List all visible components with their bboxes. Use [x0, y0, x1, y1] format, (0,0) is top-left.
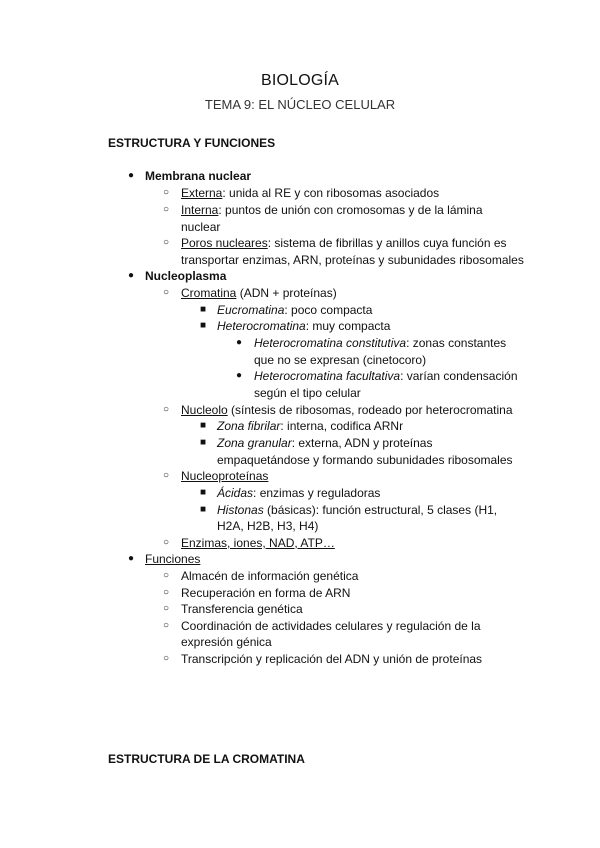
document-title: BIOLOGÍA — [260, 72, 340, 89]
list-item-interna: Interna: puntos de unión con cromosomas y de la lámina — [181, 203, 483, 217]
list-item-histonas-cont: H2A, H2B, H3, H4) — [217, 519, 319, 533]
list-item-funcion-5: Transcripción y replicación del ADN y unión de proteínas — [181, 652, 483, 666]
bullet-l3: ■ — [200, 304, 207, 315]
document-subtitle: TEMA 9: EL NÚCLEO CELULAR — [204, 97, 396, 112]
bullet-l3: ■ — [200, 487, 207, 498]
list-item-funcion-1: Almacén de información genética — [181, 569, 359, 583]
bullet-l1: ● — [128, 170, 135, 181]
bullet-l3: ■ — [200, 437, 207, 448]
bullet-l2: ○ — [163, 287, 170, 298]
list-item-zona-fibrilar: Zona fibrilar: interna, codifica ARNr — [217, 419, 404, 433]
bullet-l2: ○ — [163, 237, 170, 248]
list-item-interna-cont: nuclear — [181, 220, 221, 234]
list-item-enzimas: Enzimas, iones, NAD, ATP… — [181, 536, 335, 550]
bullet-l3: ■ — [200, 504, 207, 515]
list-item-heterocromatina: Heterocromatina: muy compacta — [217, 319, 391, 333]
list-item-funcion-4: Coordinación de actividades celulares y regulación de la — [181, 619, 481, 633]
list-item-funciones: Funciones — [145, 552, 201, 566]
list-item-cromatina: Cromatina (ADN + proteínas) — [181, 286, 337, 300]
bullet-l4: ● — [236, 370, 243, 381]
bullet-l2: ○ — [163, 620, 170, 631]
bullet-l1: ● — [128, 553, 135, 564]
bullet-l2: ○ — [163, 204, 170, 215]
bullet-l4: ● — [236, 337, 243, 348]
list-item-poros-cont: transportar enzimas, ARN, proteínas y subunidades ribosomales — [181, 253, 524, 267]
list-item-nucleoplasma: Nucleoplasma — [145, 269, 227, 283]
list-item-zona-granular: Zona granular: externa, ADN y proteínas — [217, 436, 433, 450]
bullet-l3: ■ — [200, 420, 207, 431]
list-item-hetero-constitutiva: Heterocromatina constitutiva: zonas constantes — [254, 336, 507, 350]
bullet-l2: ○ — [163, 404, 170, 415]
bullet-l2: ○ — [163, 470, 170, 481]
list-item-histonas: Histonas (básicas): función estructural, 5 clases (H1, — [217, 503, 498, 517]
section-heading-estructura-funciones: ESTRUCTURA Y FUNCIONES — [108, 136, 276, 150]
bullet-l3: ■ — [200, 320, 207, 331]
list-item-hetero-facultativa: Heterocromatina facultativa: varían condensación — [254, 369, 518, 383]
list-item-zona-granular-cont: empaquetándose y formando subunidades ribosomales — [217, 453, 513, 467]
list-item-eucromatina: Eucromatina: poco compacta — [217, 303, 373, 317]
bullet-l2: ○ — [163, 653, 170, 664]
list-item-hetero-constitutiva-cont: que no se expresan (cinetocoro) — [254, 353, 427, 367]
bullet-l1: ● — [128, 270, 135, 281]
list-item-funcion-2: Recuperación en forma de ARN — [181, 586, 351, 600]
bullet-l2: ○ — [163, 587, 170, 598]
list-item-acidas: Ácidas: enzimas y reguladoras — [217, 486, 381, 500]
list-item-hetero-facultativa-cont: según el tipo celular — [254, 386, 361, 400]
list-item-funcion-3: Transferencia genética — [181, 602, 303, 616]
list-item-nucleolo: Nucleolo (síntesis de ribosomas, rodeado por heterocromatina — [181, 403, 513, 417]
list-item-poros: Poros nucleares: sistema de fibrillas y anillos cuya función es — [181, 236, 507, 250]
list-item-externa: Externa: unida al RE y con ribosomas asociados — [181, 186, 440, 200]
bullet-l2: ○ — [163, 603, 170, 614]
bullet-l2: ○ — [163, 187, 170, 198]
list-item-funcion-4-cont: expresión génica — [181, 635, 272, 649]
list-item-nucleoproteinas: Nucleoproteínas — [181, 469, 269, 483]
bullet-l2: ○ — [163, 537, 170, 548]
section-heading-estructura-cromatina: ESTRUCTURA DE LA CROMATINA — [108, 752, 305, 766]
bullet-l2: ○ — [163, 570, 170, 581]
list-item-membrana: Membrana nuclear — [145, 169, 252, 183]
